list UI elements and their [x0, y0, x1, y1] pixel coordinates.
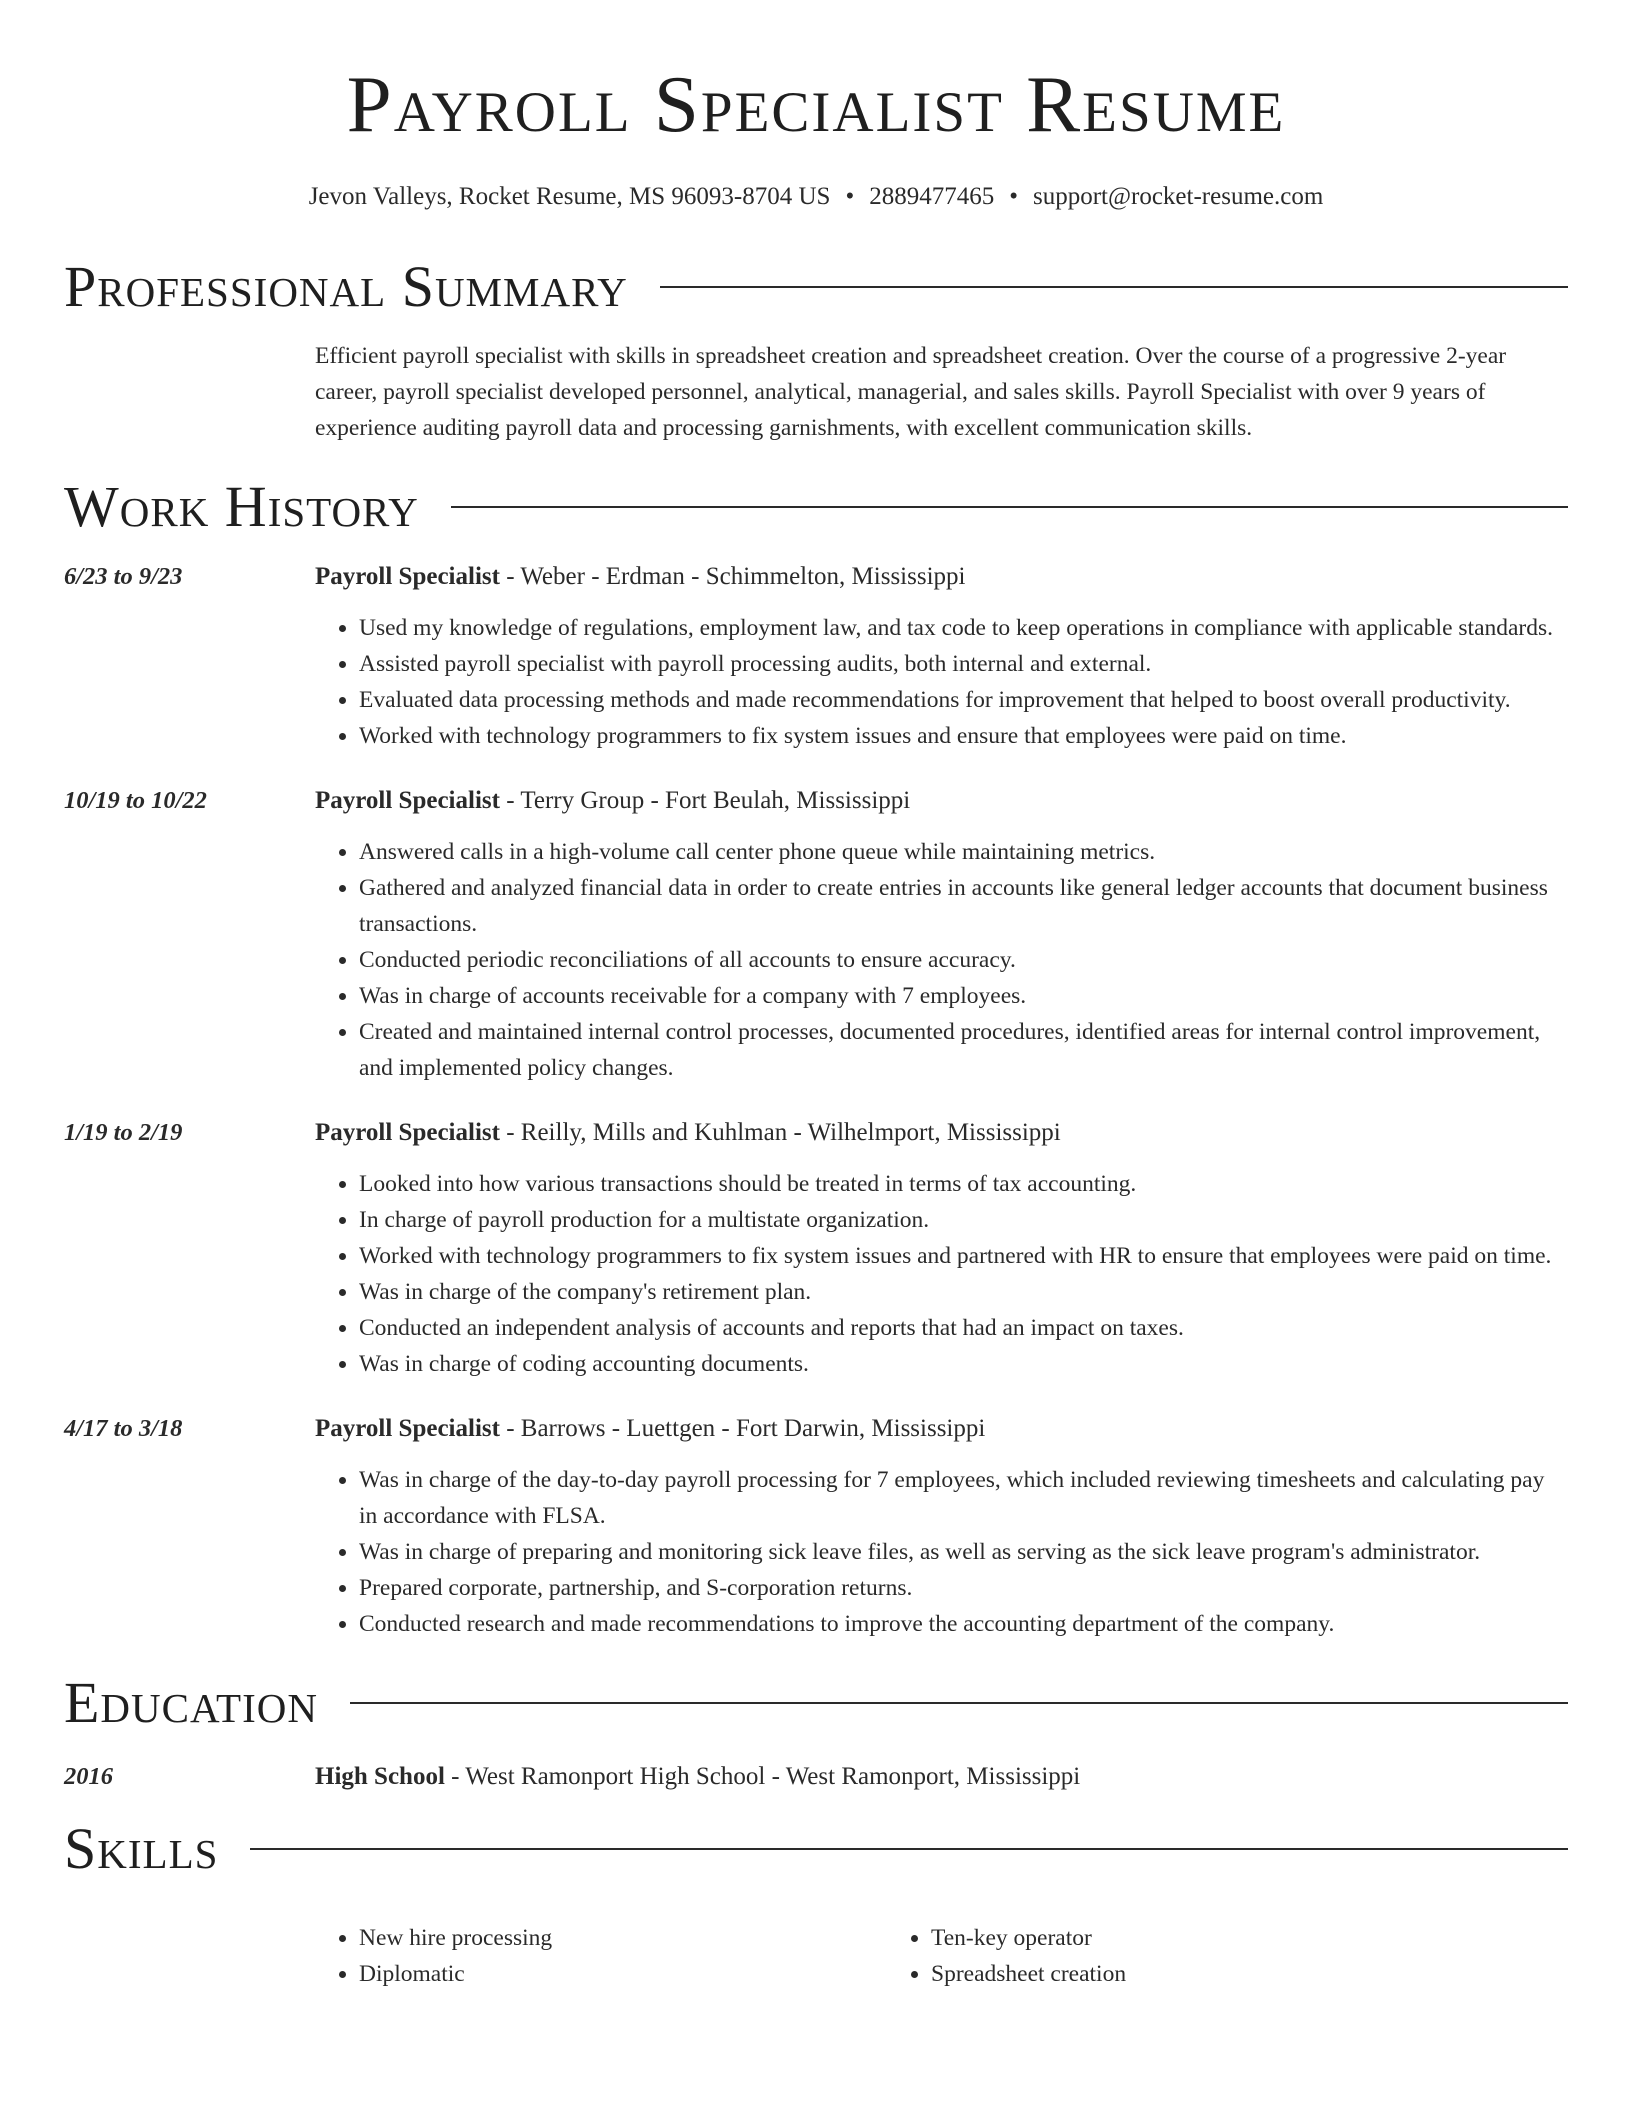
job-duty-item: • Evaluated data processing methods and made recommendations for improvement that helped to boost overall productivity.	[359, 682, 1568, 718]
section-divider	[250, 1848, 1568, 1850]
job-heading	[315, 1412, 1568, 1446]
education-line	[315, 1760, 1568, 1794]
job-duty-item: • Was in charge of preparing and monitoring sick leave files, as well as serving as the sick leave program's administrator.	[359, 1534, 1568, 1570]
skills-columns	[315, 1920, 1568, 1992]
contact-separator: •	[845, 183, 855, 210]
section-divider	[350, 1702, 1568, 1704]
job-employer: - Weber - Erdman - Schimmelton, Mississippi	[499, 563, 966, 590]
contact-separator: •	[1009, 183, 1018, 210]
job-duties-list	[315, 1462, 1568, 1642]
skills-left-column	[315, 1920, 887, 1992]
skills-section-header	[64, 1816, 1568, 1882]
summary-heading: Professional Summary	[64, 254, 628, 319]
work-heading: Work History	[64, 474, 419, 539]
job-duty-item: • Was in charge of the company's retirement plan.	[359, 1274, 1568, 1310]
job-duty-item: • Was in charge of coding accounting documents.	[359, 1346, 1568, 1382]
job-entry	[64, 784, 1568, 1086]
job-duty-item: • Conducted periodic reconciliations of all accounts to ensure accuracy.	[359, 942, 1568, 978]
education-details: - West Ramonport High School - West Ramonport, Mississippi	[444, 1763, 1081, 1790]
job-duties-list	[315, 834, 1568, 1086]
job-title: Payroll Specialist	[315, 563, 500, 590]
skill-item: • Ten-key operator	[931, 1920, 1459, 1956]
job-duties-list	[315, 610, 1568, 754]
contact-address: Jevon Valleys, Rocket Resume, MS 96093-8704 US	[308, 183, 831, 210]
job-title: Payroll Specialist	[315, 1119, 500, 1146]
resume-title: Payroll Specialist Resume	[346, 59, 1286, 149]
job-duty-item: • Prepared corporate, partnership, and S-corporation returns.	[359, 1570, 1568, 1606]
skills-heading: Skills	[64, 1816, 219, 1881]
job-entry	[64, 1116, 1568, 1382]
contact-line	[64, 182, 1568, 212]
section-divider	[451, 506, 1568, 508]
job-duty-item: • Looked into how various transactions should be treated in terms of tax accounting.	[359, 1166, 1568, 1202]
education-section-header	[64, 1670, 1568, 1736]
job-duty-item: • Worked with technology programmers to fix system issues and ensure that employees were paid on time.	[359, 718, 1568, 754]
job-title: Payroll Specialist	[315, 1415, 500, 1442]
job-entry	[64, 1412, 1568, 1642]
job-title: Payroll Specialist	[315, 787, 500, 814]
job-duty-item: • Conducted an independent analysis of accounts and reports that had an impact on taxes.	[359, 1310, 1568, 1346]
job-dates: 1/19 to 2/19	[64, 1119, 183, 1146]
job-entry	[64, 560, 1568, 754]
job-duty-item: • Worked with technology programmers to fix system issues and partnered with HR to ensure that employees were paid on time.	[359, 1238, 1568, 1274]
job-dates: 6/23 to 9/23	[64, 563, 183, 590]
job-duty-item: • In charge of payroll production for a multistate organization.	[359, 1202, 1568, 1238]
education-heading: Education	[64, 1670, 318, 1735]
skills-right-column	[887, 1920, 1459, 1992]
education-year: 2016	[64, 1763, 113, 1790]
job-duty-item: • Conducted research and made recommendations to improve the accounting department of the company.	[359, 1606, 1568, 1642]
job-employer: - Terry Group - Fort Beulah, Mississippi	[499, 787, 911, 814]
work-history-list	[64, 560, 1568, 1642]
skill-item: • Diplomatic	[359, 1956, 887, 1992]
education-entry	[64, 1760, 1568, 1794]
contact-email: support@rocket-resume.com	[1032, 183, 1324, 210]
job-duties-list	[315, 1166, 1568, 1382]
contact-phone: 2889477465	[869, 183, 995, 210]
job-duty-item: • Created and maintained internal control processes, documented procedures, identified areas for internal control improvement, and implemented policy changes.	[359, 1014, 1568, 1086]
summary-text: Efficient payroll specialist with skills in spreadsheet creation and spreadsheet creation. Over the course of a progressive 2-year career, payroll specialist developed personnel, analytical, managerial, and sales skills. Payroll Specialist with over 9 years of experience auditing payroll data and processing garnishments, with excellent communication skills.	[315, 343, 1507, 441]
skill-item: • Spreadsheet creation	[931, 1956, 1459, 1992]
job-heading	[315, 784, 1568, 818]
job-duty-item: • Was in charge of the day-to-day payroll processing for 7 employees, which included reviewing timesheets and calculating pay in accordance with FLSA.	[359, 1462, 1568, 1534]
job-duty-item: • Gathered and analyzed financial data in order to create entries in accounts like general ledger accounts that document business transactions.	[359, 870, 1568, 942]
job-employer: - Reilly, Mills and Kuhlman - Wilhelmport, Mississippi	[499, 1119, 1061, 1146]
job-duty-item: • Used my knowledge of regulations, employment law, and tax code to keep operations in compliance with applicable standards.	[359, 610, 1568, 646]
section-divider	[660, 286, 1568, 288]
job-dates: 10/19 to 10/22	[64, 787, 207, 814]
job-dates: 4/17 to 3/18	[64, 1415, 183, 1442]
job-heading	[315, 560, 1568, 594]
job-duty-item: • Assisted payroll specialist with payroll processing audits, both internal and external.	[359, 646, 1568, 682]
work-section-header	[64, 474, 1568, 540]
summary-section-header	[64, 254, 1568, 320]
job-duty-item: • Was in charge of accounts receivable for a company with 7 employees.	[359, 978, 1568, 1014]
job-duty-item: • Answered calls in a high-volume call center phone queue while maintaining metrics.	[359, 834, 1568, 870]
skill-item: • New hire processing	[359, 1920, 887, 1956]
job-employer: - Barrows - Luettgen - Fort Darwin, Mississippi	[499, 1415, 986, 1442]
job-heading	[315, 1116, 1568, 1150]
education-degree: High School	[315, 1763, 445, 1790]
